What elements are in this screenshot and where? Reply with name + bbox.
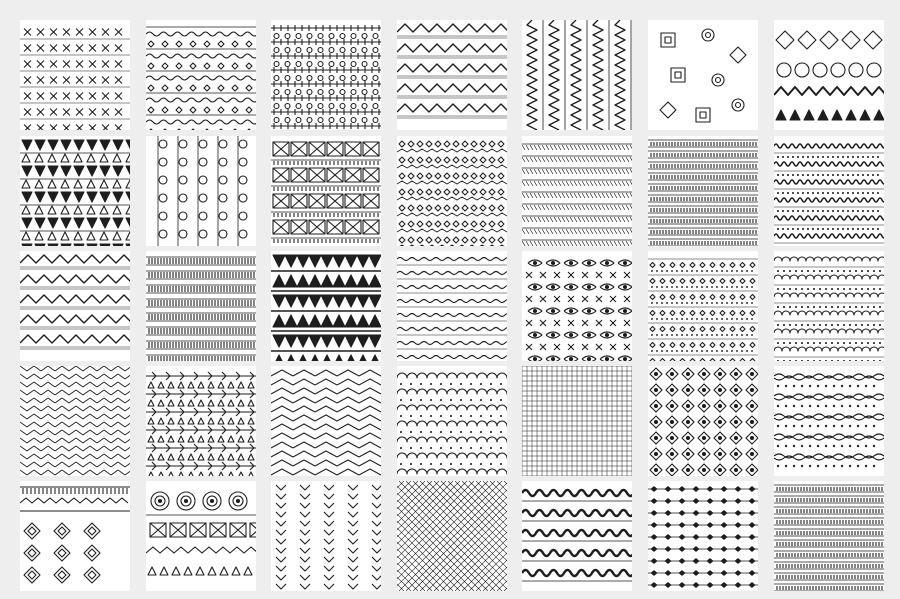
pattern-tile — [397, 251, 507, 361]
pattern-artwork — [146, 20, 256, 130]
pattern-tile — [774, 481, 884, 591]
pattern-artwork — [648, 20, 758, 130]
pattern-tile — [20, 136, 130, 246]
pattern-tile — [648, 251, 758, 361]
pattern-artwork — [271, 366, 381, 476]
pattern-tile — [397, 366, 507, 476]
pattern-tile — [522, 481, 632, 591]
pattern-artwork — [20, 20, 130, 130]
pattern-tile — [522, 366, 632, 476]
pattern-tile — [522, 20, 632, 130]
pattern-artwork — [522, 136, 632, 246]
pattern-artwork — [271, 481, 381, 591]
pattern-artwork — [146, 481, 256, 591]
pattern-artwork — [774, 20, 884, 130]
pattern-artwork — [146, 251, 256, 361]
pattern-artwork — [271, 20, 381, 130]
pattern-artwork — [146, 366, 256, 476]
pattern-artwork — [20, 136, 130, 246]
pattern-artwork — [20, 481, 130, 591]
pattern-artwork — [648, 251, 758, 361]
pattern-tile — [271, 366, 381, 476]
pattern-artwork — [397, 251, 507, 361]
pattern-tile — [146, 251, 256, 361]
pattern-artwork — [397, 481, 507, 591]
pattern-tile — [648, 20, 758, 130]
pattern-tile — [20, 481, 130, 591]
pattern-tile — [271, 136, 381, 246]
pattern-artwork — [271, 136, 381, 246]
pattern-artwork — [774, 366, 884, 476]
pattern-tile — [20, 366, 130, 476]
pattern-tile — [774, 251, 884, 361]
pattern-tile — [774, 136, 884, 246]
pattern-tile — [522, 136, 632, 246]
pattern-tile — [397, 20, 507, 130]
pattern-tile — [648, 481, 758, 591]
pattern-artwork — [522, 481, 632, 591]
pattern-tile — [648, 366, 758, 476]
pattern-artwork — [20, 366, 130, 476]
pattern-artwork — [774, 251, 884, 361]
pattern-tile — [522, 251, 632, 361]
pattern-artwork — [648, 136, 758, 246]
pattern-tile — [271, 481, 381, 591]
pattern-artwork — [146, 136, 256, 246]
pattern-tile — [648, 136, 758, 246]
pattern-artwork — [648, 366, 758, 476]
pattern-tile — [397, 481, 507, 591]
pattern-tile — [271, 20, 381, 130]
pattern-artwork — [397, 136, 507, 246]
pattern-artwork — [522, 366, 632, 476]
pattern-tile — [146, 481, 256, 591]
pattern-artwork — [397, 366, 507, 476]
pattern-tile — [20, 251, 130, 361]
pattern-tile — [271, 251, 381, 361]
pattern-artwork — [522, 251, 632, 361]
pattern-tile — [146, 20, 256, 130]
pattern-artwork — [271, 251, 381, 361]
pattern-tile — [146, 136, 256, 246]
pattern-artwork — [397, 20, 507, 130]
pattern-artwork — [648, 481, 758, 591]
pattern-artwork — [20, 251, 130, 361]
pattern-tile — [397, 136, 507, 246]
pattern-artwork — [774, 136, 884, 246]
pattern-artwork — [774, 481, 884, 591]
pattern-tile — [146, 366, 256, 476]
pattern-tile — [774, 366, 884, 476]
pattern-tile — [20, 20, 130, 130]
pattern-tile — [774, 20, 884, 130]
pattern-artwork — [522, 20, 632, 130]
